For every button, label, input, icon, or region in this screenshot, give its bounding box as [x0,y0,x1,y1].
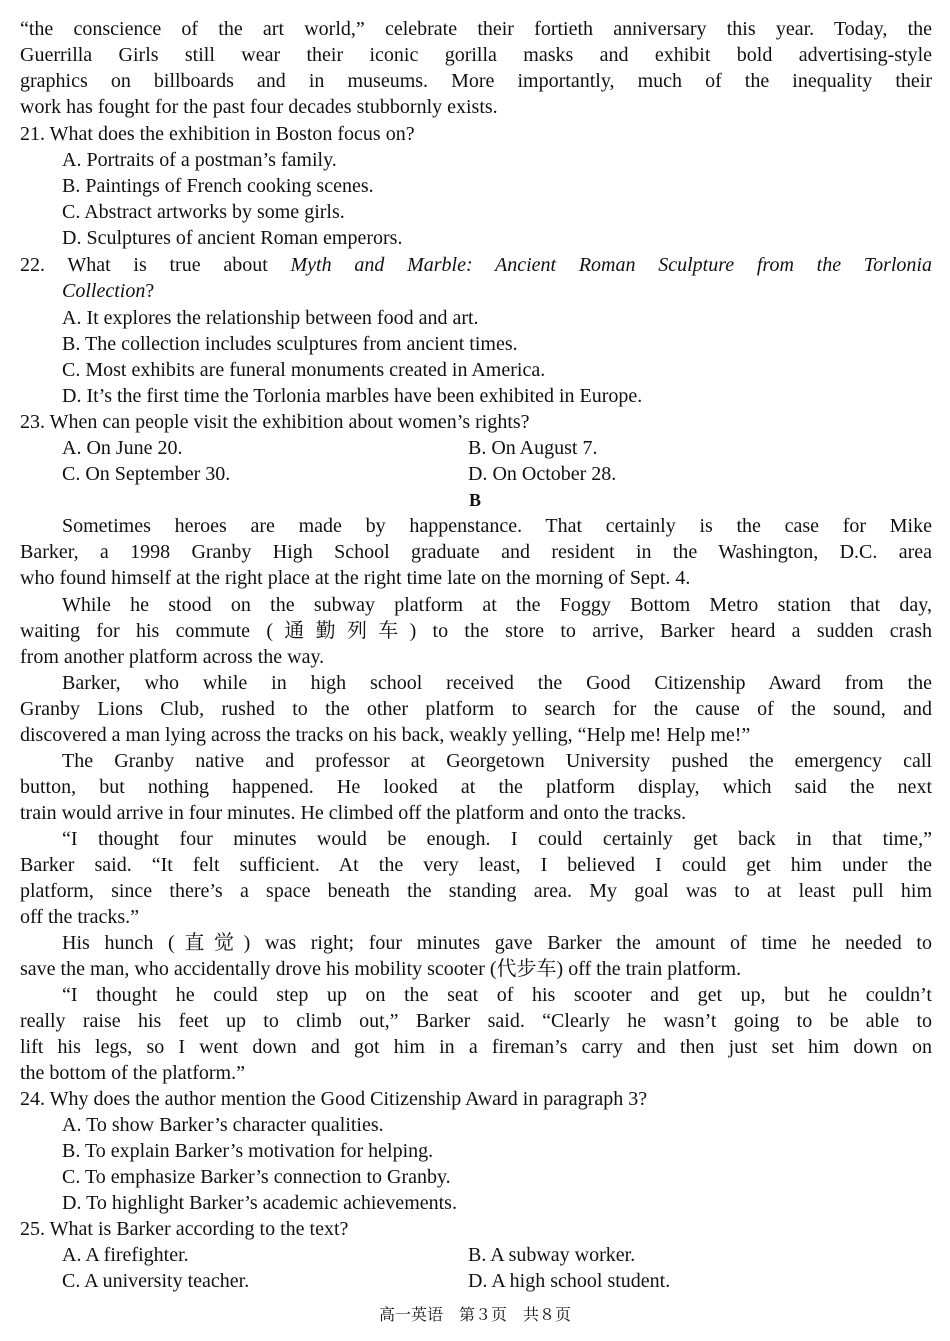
question-22-stem [20,252,932,278]
passage-line: “the conscience of the art world,” celebrate their fortieth anniversary this year. Today, the [20,18,932,40]
passage-line: Granby Lions Club, rushed to the other platform to search for the cause of the sound, and [20,698,932,720]
passage-line: waiting for his commute (通勤列车) to the store to arrive, Barker heard a sudden crash [20,620,932,642]
question-22-stem-line2 [62,278,950,304]
question-22-stem-title-end: Collection [62,280,146,302]
question-25-option-c: C. A university teacher. [62,1270,250,1292]
question-22-option-b: B. The collection includes sculptures from ancient times. [62,333,518,355]
question-22-stem-prefix: 22. What is true about [20,254,291,276]
question-23-option-a: A. On June 20. [62,437,183,459]
passage-line: work has fought for the past four decades stubbornly exists. [20,96,498,118]
passage-line: really raise his feet up to climb out,” Barker said. “Clearly he wasn’t going to be able to [20,1010,932,1032]
passage-line: Sometimes heroes are made by happenstance. That certainly is the case for Mike [62,515,932,537]
question-22-stem-title: Myth and Marble: Ancient Roman Sculpture from the Torlonia [290,254,932,276]
question-24-stem: 24. Why does the author mention the Good Citizenship Award in paragraph 3? [20,1088,648,1110]
passage-line: “I thought four minutes would be enough. I could certainly get back in that time,” [62,828,932,850]
question-24-option-c: C. To emphasize Barker’s connection to Granby. [62,1166,451,1188]
passage-line: who found himself at the right place at the right time late on the morning of Sept. 4. [20,567,691,589]
passage-line: Guerrilla Girls still wear their iconic gorilla masks and exhibit bold advertising-style [20,44,932,66]
passage-line: The Granby native and professor at Georgetown University pushed the emergency call [62,750,932,772]
page-footer: 高一英语 第３页 共８页 [378,1307,571,1324]
question-25-option-b: B. A subway worker. [468,1244,636,1266]
question-21-option-c: C. Abstract artworks by some girls. [62,201,345,223]
question-25-option-d: D. A high school student. [468,1270,671,1292]
question-21-option-d: D. Sculptures of ancient Roman emperors. [62,227,403,249]
question-23-option-d: D. On October 28. [468,463,617,485]
question-25-stem: 25. What is Barker according to the text? [20,1218,349,1240]
question-24-option-b: B. To explain Barker’s motivation for helping. [62,1140,434,1162]
passage-line: While he stood on the subway platform at the Foggy Bottom Metro station that day, [62,594,932,616]
passage-line: Barker, a 1998 Granby High School graduate and resident in the Washington, D.C. area [20,541,932,563]
passage-line: Barker said. “It felt sufficient. At the very least, I believed I could get him under the [20,854,932,876]
question-23-option-c: C. On September 30. [62,463,231,485]
question-23-option-b: B. On August 7. [468,437,598,459]
passage-line: lift his legs, so I went down and got him in a fireman’s carry and then just set him down on [20,1036,932,1058]
passage-line: from another platform across the way. [20,646,325,668]
question-21-option-b: B. Paintings of French cooking scenes. [62,175,374,197]
passage-line: the bottom of the platform.” [20,1062,245,1084]
question-24-option-a: A. To show Barker’s character qualities. [62,1114,384,1136]
question-22-option-a: A. It explores the relationship between food and art. [62,307,479,329]
section-b-title: B [468,490,481,510]
passage-line: train would arrive in four minutes. He climbed off the platform and onto the tracks. [20,802,687,824]
passage-line: off the tracks.” [20,906,140,928]
passage-line: His hunch (直觉) was right; four minutes gave Barker the amount of time he needed to [62,932,932,954]
question-22-option-d: D. It’s the first time the Torlonia marbles have been exhibited in Europe. [62,385,643,407]
passage-line: discovered a man lying across the tracks on his back, weakly yelling, “Help me! Help me!” [20,724,751,746]
passage-line: graphics on billboards and in museums. More importantly, much of the inequality their [20,70,932,92]
passage-line: Barker, who while in high school received the Good Citizenship Award from the [62,672,932,694]
question-22-option-c: C. Most exhibits are funeral monuments created in America. [62,359,546,381]
passage-line: save the man, who accidentally drove his mobility scooter (代步车) off the train platform. [20,958,742,980]
passage-line: “I thought he could step up on the seat of his scooter and get up, but he couldn’t [62,984,932,1006]
question-24-option-d: D. To highlight Barker’s academic achievements. [62,1192,457,1214]
question-25-option-a: A. A firefighter. [62,1244,189,1266]
passage-line: platform, since there’s a space beneath the standing area. My goal was to at least pull him [20,880,932,902]
question-22-stem-end: ? [145,280,155,302]
question-23-stem: 23. When can people visit the exhibition about women’s rights? [20,411,530,433]
passage-line: button, but nothing happened. He looked at the platform display, which said the next [20,776,932,798]
question-21-option-a: A. Portraits of a postman’s family. [62,149,337,171]
question-21-stem: 21. What does the exhibition in Boston focus on? [20,123,415,145]
